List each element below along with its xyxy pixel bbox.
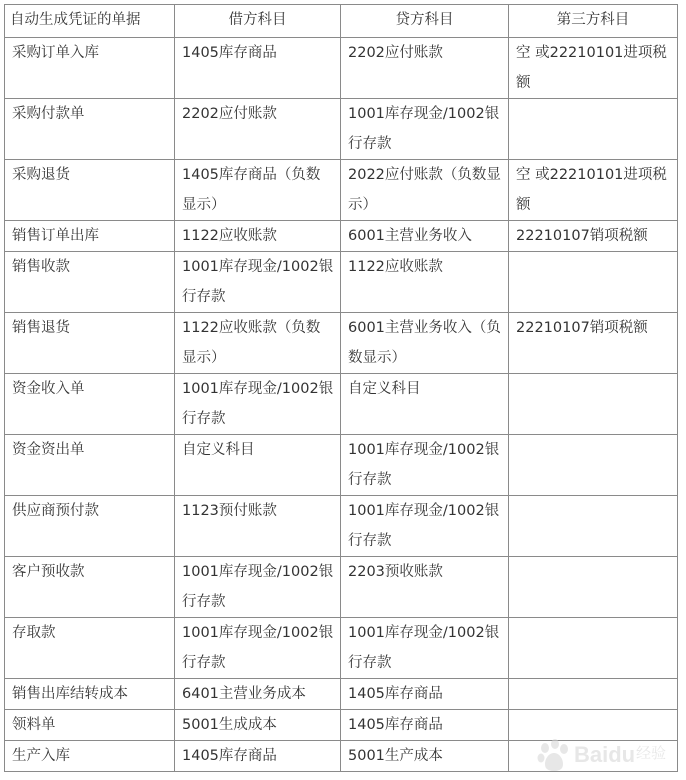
cell-debit: 1123预付账款 <box>175 496 341 557</box>
cell-document: 存取款 <box>5 618 175 679</box>
cell-debit: 自定义科目 <box>175 435 341 496</box>
table-row <box>5 252 678 313</box>
cell-document: 生产入库 <box>5 741 175 772</box>
table-row <box>5 679 678 710</box>
cell-debit: 6401主营业务成本 <box>175 679 341 710</box>
cell-document: 销售退货 <box>5 313 175 374</box>
cell-third <box>509 679 678 710</box>
cell-document: 采购退货 <box>5 160 175 221</box>
cell-credit: 1001库存现金/1002银行存款 <box>341 99 509 160</box>
header-document-type: 自动生成凭证的单据 <box>5 5 175 38</box>
watermark-sub-text: 经验 <box>636 744 667 762</box>
cell-third <box>509 99 678 160</box>
cell-document: 销售收款 <box>5 252 175 313</box>
cell-credit: 1405库存商品 <box>341 710 509 741</box>
table-row <box>5 221 678 252</box>
cell-third <box>509 252 678 313</box>
cell-credit: 2202应付账款 <box>341 38 509 99</box>
cell-debit: 1001库存现金/1002银行存款 <box>175 374 341 435</box>
cell-debit: 1122应收账款 <box>175 221 341 252</box>
cell-debit: 1405库存商品（负数显示） <box>175 160 341 221</box>
table-row <box>5 160 678 221</box>
cell-third: 空 或22210101进项税额 <box>509 160 678 221</box>
cell-third: 22210107销项税额 <box>509 313 678 374</box>
cell-debit: 2202应付账款 <box>175 99 341 160</box>
table-row <box>5 99 678 160</box>
cell-credit: 1122应收账款 <box>341 252 509 313</box>
cell-debit: 1001库存现金/1002银行存款 <box>175 252 341 313</box>
cell-credit: 2022应付账款（负数显示） <box>341 160 509 221</box>
table-row <box>5 618 678 679</box>
cell-third <box>509 557 678 618</box>
voucher-subject-table <box>4 4 678 772</box>
cell-document: 供应商预付款 <box>5 496 175 557</box>
cell-document: 销售出库结转成本 <box>5 679 175 710</box>
cell-debit: 5001生成成本 <box>175 710 341 741</box>
cell-credit: 自定义科目 <box>341 374 509 435</box>
table-row <box>5 38 678 99</box>
header-debit-account: 借方科目 <box>175 5 341 38</box>
cell-third <box>509 496 678 557</box>
cell-document: 资金收入单 <box>5 374 175 435</box>
cell-document: 采购订单入库 <box>5 38 175 99</box>
cell-third: 空 或22210101进项税额 <box>509 38 678 99</box>
cell-credit: 6001主营业务收入 <box>341 221 509 252</box>
cell-debit: 1001库存现金/1002银行存款 <box>175 557 341 618</box>
cell-third <box>509 435 678 496</box>
cell-credit: 1001库存现金/1002银行存款 <box>341 618 509 679</box>
cell-third <box>509 618 678 679</box>
cell-credit: 2203预收账款 <box>341 557 509 618</box>
cell-credit: 1001库存现金/1002银行存款 <box>341 496 509 557</box>
table-row <box>5 313 678 374</box>
table-row <box>5 557 678 618</box>
cell-third <box>509 374 678 435</box>
baidu-jingyan-watermark <box>534 736 674 778</box>
cell-document: 资金资出单 <box>5 435 175 496</box>
cell-third: 22210107销项税额 <box>509 221 678 252</box>
cell-document: 客户预收款 <box>5 557 175 618</box>
table-row <box>5 435 678 496</box>
table-row <box>5 496 678 557</box>
cell-document: 销售订单出库 <box>5 221 175 252</box>
cell-credit: 5001生产成本 <box>341 741 509 772</box>
cell-debit: 1122应收账款（负数显示） <box>175 313 341 374</box>
table-row <box>5 374 678 435</box>
cell-debit: 1405库存商品 <box>175 38 341 99</box>
header-third-account: 第三方科目 <box>509 5 678 38</box>
cell-document: 采购付款单 <box>5 99 175 160</box>
cell-credit: 1405库存商品 <box>341 679 509 710</box>
cell-debit: 1405库存商品 <box>175 741 341 772</box>
cell-document: 领料单 <box>5 710 175 741</box>
cell-credit: 6001主营业务收入（负数显示） <box>341 313 509 374</box>
header-credit-account: 贷方科目 <box>341 5 509 38</box>
cell-debit: 1001库存现金/1002银行存款 <box>175 618 341 679</box>
cell-credit: 1001库存现金/1002银行存款 <box>341 435 509 496</box>
table-header-row <box>5 5 678 38</box>
paw-logo-icon <box>534 736 574 776</box>
watermark-logo-text: Baidu <box>574 742 636 767</box>
